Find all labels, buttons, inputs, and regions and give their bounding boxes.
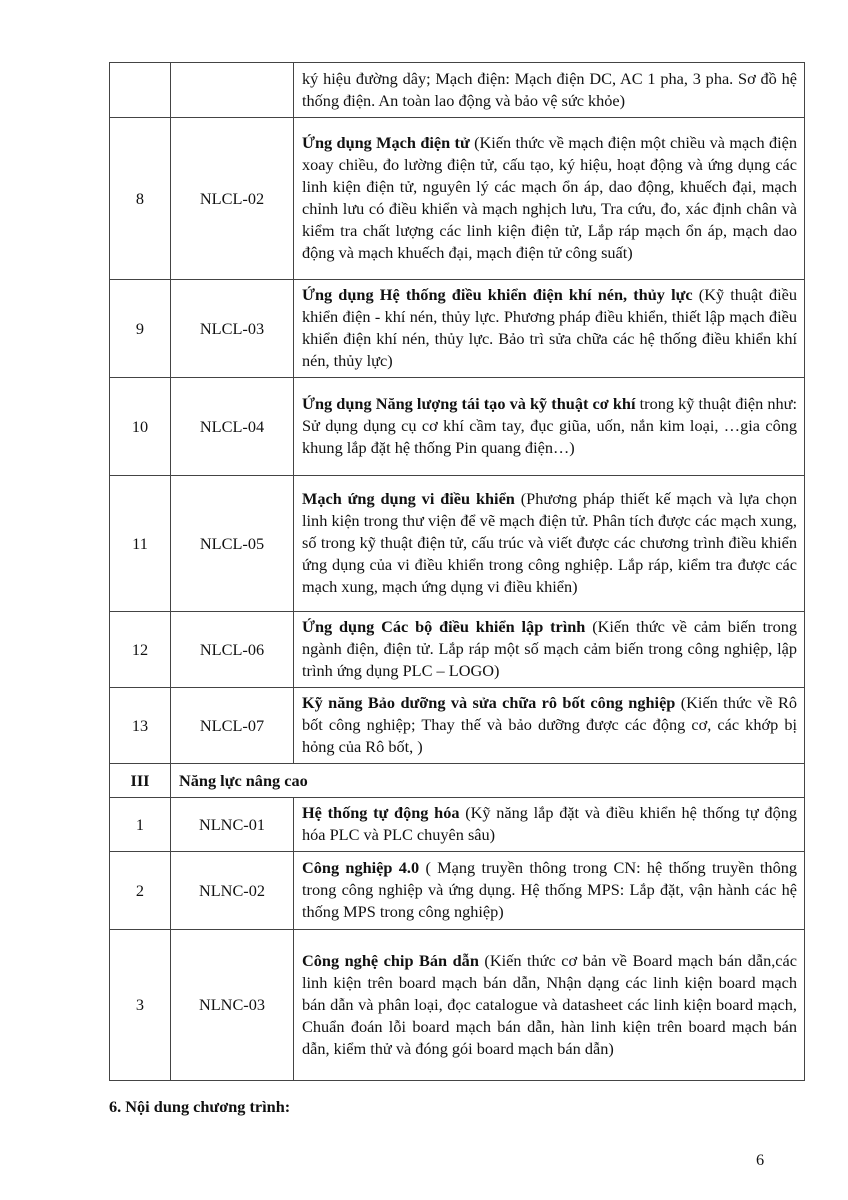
competency-description <box>294 378 805 476</box>
section-row <box>110 764 805 798</box>
competency-code: NLCL-05 <box>171 476 294 612</box>
competency-title: Ứng dụng Năng lượng tái tạo và kỹ thuật cơ khí <box>302 394 636 413</box>
competency-detail: (Kiến thức về mạch điện một chiều và mạch điện xoay chiều, đo lường điện tử, cấu tạo, ký hiệu, hoạt động và ứng dụng các linh kiện điện tử, nguyên lý các mạch ổn áp, dao động, khuếch đại, mạch chỉnh lưu có điều khiển và mạch nghịch lưu, Tra cứu, đo, xác định chân và kiểm tra chất lượng các linh kiện điện tử, Lắp ráp mạch ổn áp, mạch dao động và mạch khuếch đại, mạch điện tử công suất) <box>302 133 797 262</box>
competency-code: NLNC-01 <box>171 798 294 852</box>
table-row <box>110 798 805 852</box>
competency-description <box>294 280 805 378</box>
row-number: 1 <box>110 798 171 852</box>
competency-description <box>294 930 805 1081</box>
competency-description <box>294 476 805 612</box>
competency-title: Ứng dụng Các bộ điều khiển lập trình <box>302 617 586 636</box>
competency-code: NLCL-04 <box>171 378 294 476</box>
competency-code: NLCL-02 <box>171 118 294 280</box>
competency-code: NLCL-07 <box>171 688 294 764</box>
competency-detail: (Kỹ năng lắp đặt và điều khiển hệ thống tự động hóa PLC và PLC chuyên sâu) <box>302 803 797 844</box>
competency-description <box>294 118 805 280</box>
table-row <box>110 612 805 688</box>
competency-detail: trong kỹ thuật điện như: Sử dụng dụng cụ cơ khí cầm tay, đục giũa, uốn, nắn kim loại, …gia công khung lắp đặt hệ thống Pin quang điện…) <box>302 394 797 457</box>
section-heading: 6. Nội dung chương trình: <box>109 1097 291 1116</box>
page-number: 6 <box>756 1150 765 1169</box>
competency-description <box>294 63 805 118</box>
row-number: 8 <box>110 118 171 280</box>
curriculum-table <box>109 62 805 1081</box>
competency-title: Công nghệ chip Bán dẫn <box>302 950 479 970</box>
competency-description <box>294 798 805 852</box>
competency-title: Hệ thống tự động hóa <box>302 803 460 822</box>
table-row <box>110 118 805 280</box>
competency-code: NLCL-03 <box>171 280 294 378</box>
competency-detail: (Kỹ thuật điều khiển điện - khí nén, thủy lực. Phương pháp điều khiển, thiết lập mạch điều khiển điện khí nén, thủy lực. Bảo trì sửa chữa các hệ thống điều khiển khí nén, thủy lực) <box>302 285 797 370</box>
competency-title: Ứng dụng Hệ thống điều khiển điện khí nén, thủy lực <box>302 285 693 304</box>
row-number: 3 <box>110 930 171 1081</box>
competency-detail: (Phương pháp thiết kế mạch và lựa chọn linh kiện trong thư viện để vẽ mạch điện tử. Phân tích được các mạch xung, số trong kỹ thuật điện tử, cấu trúc và viết được các chương trình điều khiển ứng dụng của vi điều khiển trong công nghiệp. Lắp ráp, kiểm tra được các mạch xung, mạch ứng dụng vi điều khiển) <box>302 489 797 596</box>
table-row <box>110 63 805 118</box>
competency-title: Công nghiệp 4.0 <box>302 858 420 877</box>
section-number: III <box>110 764 171 798</box>
row-number: 10 <box>110 378 171 476</box>
table-row <box>110 930 805 1081</box>
row-number: 12 <box>110 612 171 688</box>
row-number <box>110 63 171 118</box>
table-row <box>110 378 805 476</box>
competency-detail: ( Mạng truyền thông trong CN: hệ thống truyền thông trong công nghiệp và ứng dụng. Hệ thống MPS: Lắp đặt, vận hành các hệ thống MPS trong công nghiệp) <box>302 858 797 921</box>
competency-detail: (Kiến thức về Rô bốt công nghiệp; Thay thế và bảo dưỡng được các động cơ, các khớp bị hỏng của Rô bốt, ) <box>302 693 797 756</box>
competency-code <box>171 63 294 118</box>
competency-description <box>294 612 805 688</box>
competency-title: Mạch ứng dụng vi điều khiển <box>302 489 515 508</box>
table-row <box>110 688 805 764</box>
competency-detail: (Kiến thức về cảm biến trong ngành điện, điện tử. Lắp ráp một số mạch cảm biến trong công nghiệp, lập trình ứng dụng PLC – LOGO) <box>302 617 797 680</box>
competency-description <box>294 688 805 764</box>
row-number: 9 <box>110 280 171 378</box>
competency-code: NLNC-02 <box>171 852 294 930</box>
competency-code: NLNC-03 <box>171 930 294 1081</box>
row-number: 11 <box>110 476 171 612</box>
table-row <box>110 280 805 378</box>
competency-description <box>294 852 805 930</box>
competency-detail: (Kiến thức cơ bản về Board mạch bán dẫn,các linh kiện trên board mạch bán dẫn, Nhận dạng các linh kiện board mạch bán dẫn và phân loại, đọc catalogue và datasheet các linh kiện board mạch, Chuẩn đoán lỗi board mạch bán dẫn, hàn linh kiện trên board mạch bán dẫn, kiểm thử và đóng gói board mạch bán dẫn) <box>302 950 797 1058</box>
competency-detail: ký hiệu đường dây; Mạch điện: Mạch điện DC, AC 1 pha, 3 pha. Sơ đồ hệ thống điện. An toàn lao động và bảo vệ sức khỏe) <box>302 68 797 110</box>
table-row <box>110 476 805 612</box>
competency-title: Kỹ năng Bảo dưỡng và sửa chữa rô bốt công nghiệp <box>302 693 676 712</box>
competency-title: Ứng dụng Mạch điện tử <box>302 133 470 152</box>
competency-code: NLCL-06 <box>171 612 294 688</box>
row-number: 13 <box>110 688 171 764</box>
table-row <box>110 852 805 930</box>
section-title: Năng lực nâng cao <box>171 764 805 798</box>
row-number: 2 <box>110 852 171 930</box>
